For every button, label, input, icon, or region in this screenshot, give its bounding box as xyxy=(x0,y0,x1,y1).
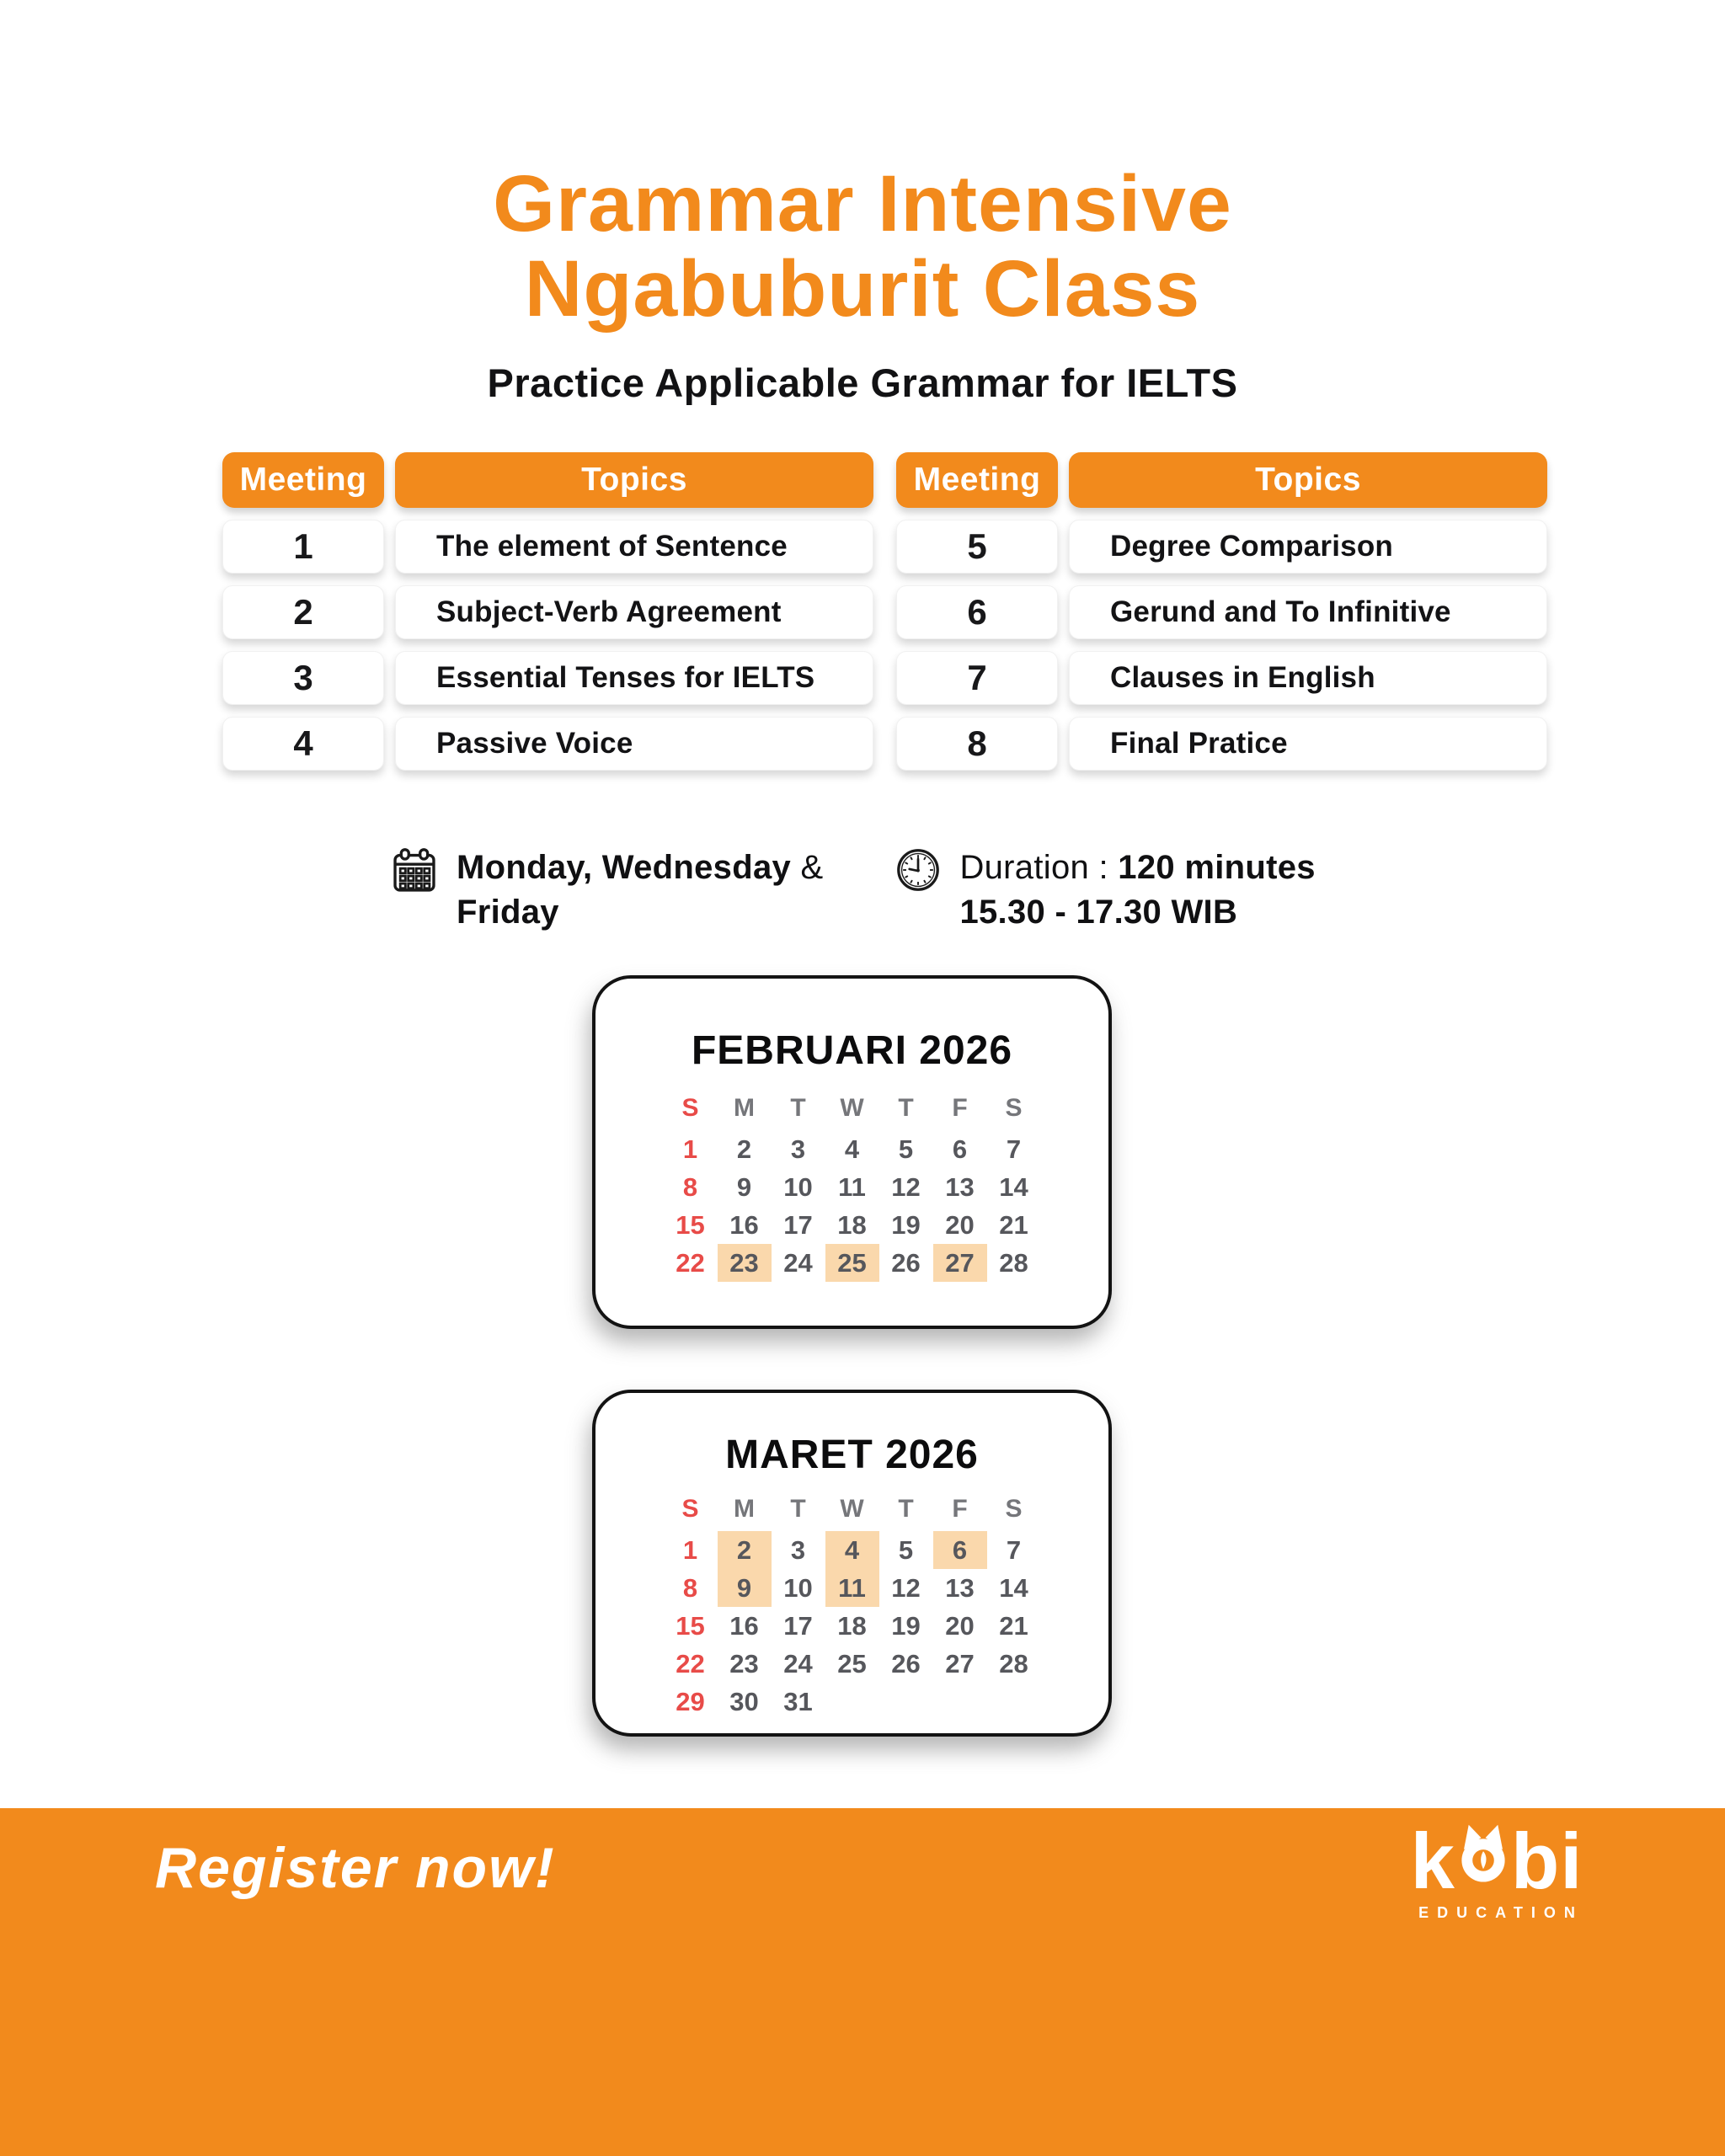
weekday-label: T xyxy=(790,1494,806,1523)
calendar-day: 28 xyxy=(999,1247,1028,1278)
calendar-day: 6 xyxy=(952,1134,968,1164)
calendar-day: 7 xyxy=(1006,1534,1022,1565)
calendar-title: FEBRUARI 2026 xyxy=(691,1028,1013,1073)
meeting-table-1 xyxy=(222,452,873,771)
clock-icon xyxy=(895,847,941,893)
calendar-empty-cell xyxy=(933,1683,987,1721)
calendar-day: 6 xyxy=(933,1531,987,1569)
calendar-day: 22 xyxy=(676,1247,705,1278)
weekday-label: S xyxy=(681,1093,699,1122)
weekday-label: S xyxy=(1005,1494,1023,1523)
weekday-row xyxy=(595,1089,1108,1127)
calendar-day: 27 xyxy=(933,1244,987,1282)
brand-letters-bi: bi xyxy=(1510,1817,1583,1905)
calendar-day: 3 xyxy=(790,1534,806,1565)
topics-column-header: Topics xyxy=(395,452,873,508)
weekday-label: T xyxy=(898,1093,914,1122)
calendar-day: 15 xyxy=(676,1610,705,1641)
weekday-label: W xyxy=(840,1494,864,1523)
owl-o-icon xyxy=(1456,1817,1510,1889)
meeting-table-2 xyxy=(896,452,1547,771)
meeting-number-cell: 5 xyxy=(896,520,1058,574)
calendar-day: 9 xyxy=(736,1171,752,1202)
calendar-day: 20 xyxy=(945,1610,975,1641)
calendar-day: 26 xyxy=(891,1648,921,1678)
calendar-day: 16 xyxy=(729,1209,759,1240)
class-duration-text xyxy=(959,846,1315,935)
calendar-day: 7 xyxy=(1006,1134,1022,1164)
calendar-day: 19 xyxy=(891,1209,921,1240)
calendar-day: 14 xyxy=(999,1171,1028,1202)
calendar-day: 3 xyxy=(790,1134,806,1164)
calendar-day: 1 xyxy=(682,1134,698,1164)
weekday-label: M xyxy=(734,1093,755,1122)
class-info-row xyxy=(391,846,1316,935)
calendar-day: 11 xyxy=(838,1171,866,1202)
calendar-day: 2 xyxy=(736,1134,752,1164)
weekday-label: F xyxy=(952,1494,968,1523)
calendar-day: 16 xyxy=(729,1610,759,1641)
topics-column-header: Topics xyxy=(1069,452,1547,508)
calendar-day: 30 xyxy=(729,1686,759,1716)
calendar-day: 15 xyxy=(676,1209,705,1240)
topic-cell: The element of Sentence xyxy=(395,520,873,574)
calendar-day: 8 xyxy=(682,1572,698,1603)
calendar-day: 18 xyxy=(837,1610,867,1641)
meeting-number-cell: 4 xyxy=(222,717,384,771)
calendar-day: 24 xyxy=(783,1247,813,1278)
calendar-days-grid xyxy=(595,1531,1108,1721)
time-range: 15.30 - 17.30 WIB xyxy=(959,893,1238,931)
calendar-day: 25 xyxy=(837,1648,867,1678)
weekday-label: T xyxy=(790,1093,806,1122)
calendar-day: 10 xyxy=(783,1572,813,1603)
calendar-days-grid xyxy=(595,1130,1108,1282)
meeting-number-cell: 6 xyxy=(896,585,1058,639)
calendar-march xyxy=(592,1390,1112,1737)
calendar-icon xyxy=(391,847,438,894)
weekday-row xyxy=(595,1490,1108,1528)
brand-letter-k: k xyxy=(1410,1817,1455,1905)
class-days-line2: Friday xyxy=(457,893,559,931)
calendar-day: 8 xyxy=(682,1171,698,1202)
weekday-label: S xyxy=(1005,1093,1023,1122)
topic-cell: Clauses in English xyxy=(1069,651,1547,705)
calendar-day: 13 xyxy=(945,1572,975,1603)
calendar-day: 23 xyxy=(729,1648,759,1678)
topic-cell: Subject-Verb Agreement xyxy=(395,585,873,639)
kobi-wordmark xyxy=(1410,1817,1583,1905)
meeting-column-header: Meeting xyxy=(222,452,384,508)
calendar-day: 21 xyxy=(999,1209,1028,1240)
class-duration xyxy=(895,846,1315,935)
calendar-day: 5 xyxy=(898,1534,914,1565)
calendar-day: 26 xyxy=(891,1247,921,1278)
meeting-number-cell: 7 xyxy=(896,651,1058,705)
calendar-day: 2 xyxy=(718,1531,772,1569)
class-days-bold: Monday, Wednesday xyxy=(457,849,792,886)
header xyxy=(0,159,1725,406)
class-days-separator: & xyxy=(791,849,824,886)
calendar-day: 11 xyxy=(825,1569,879,1607)
meeting-number-cell: 8 xyxy=(896,717,1058,771)
calendar-day: 18 xyxy=(837,1209,867,1240)
calendar-day: 12 xyxy=(891,1572,921,1603)
calendar-day: 29 xyxy=(676,1686,705,1716)
calendar-day: 1 xyxy=(682,1534,698,1565)
title-line-1: Grammar Intensive xyxy=(493,159,1232,248)
weekday-label: W xyxy=(840,1093,864,1122)
topic-cell: Gerund and To Infinitive xyxy=(1069,585,1547,639)
meeting-number-cell: 2 xyxy=(222,585,384,639)
calendar-day: 24 xyxy=(783,1648,813,1678)
meeting-number-cell: 3 xyxy=(222,651,384,705)
calendar-day: 27 xyxy=(945,1648,975,1678)
meeting-column-header: Meeting xyxy=(896,452,1058,508)
footer-banner xyxy=(0,1808,1725,2156)
title-line-2: Ngabuburit Class xyxy=(524,243,1201,334)
calendar-day: 31 xyxy=(783,1686,813,1716)
calendar-day: 17 xyxy=(783,1209,813,1240)
register-cta: Register now! xyxy=(155,1836,556,1900)
weekday-label: F xyxy=(952,1093,968,1122)
class-days-text xyxy=(457,846,823,935)
weekday-label: T xyxy=(898,1494,914,1523)
schedule-tables xyxy=(222,452,1547,771)
topic-cell: Essential Tenses for IELTS xyxy=(395,651,873,705)
calendar-day: 23 xyxy=(718,1244,772,1282)
calendar-day: 13 xyxy=(945,1171,975,1202)
class-days xyxy=(391,846,823,935)
calendar-day: 17 xyxy=(783,1610,813,1641)
calendar-day: 14 xyxy=(999,1572,1028,1603)
duration-label: Duration : xyxy=(959,849,1119,886)
calendar-day: 20 xyxy=(945,1209,975,1240)
calendar-day: 10 xyxy=(783,1171,813,1202)
calendar-february xyxy=(592,975,1112,1329)
calendar-day: 9 xyxy=(718,1569,772,1607)
calendar-day: 21 xyxy=(999,1610,1028,1641)
page-subtitle: Practice Applicable Grammar for IELTS xyxy=(487,360,1238,406)
calendar-empty-cell xyxy=(987,1683,1041,1721)
calendar-title: MARET 2026 xyxy=(725,1433,979,1477)
calendar-day: 4 xyxy=(844,1134,860,1164)
education-label: EDUCATION xyxy=(1418,1904,1583,1921)
calendar-day: 5 xyxy=(898,1134,914,1164)
calendar-day: 22 xyxy=(676,1648,705,1678)
topic-cell: Final Pratice xyxy=(1069,717,1547,771)
meeting-number-cell: 1 xyxy=(222,520,384,574)
topic-cell: Degree Comparison xyxy=(1069,520,1547,574)
page-title xyxy=(0,159,1725,334)
calendar-day: 12 xyxy=(891,1171,921,1202)
calendar-day: 28 xyxy=(999,1648,1028,1678)
kobi-logo xyxy=(1400,1817,1594,1922)
calendar-day: 19 xyxy=(891,1610,921,1641)
calendar-day: 25 xyxy=(825,1244,879,1282)
topic-cell: Passive Voice xyxy=(395,717,873,771)
calendar-empty-cell xyxy=(879,1683,933,1721)
calendar-day: 4 xyxy=(825,1531,879,1569)
duration-value: 120 minutes xyxy=(1118,849,1316,886)
calendar-empty-cell xyxy=(825,1683,879,1721)
weekday-label: M xyxy=(734,1494,755,1523)
weekday-label: S xyxy=(681,1494,699,1523)
